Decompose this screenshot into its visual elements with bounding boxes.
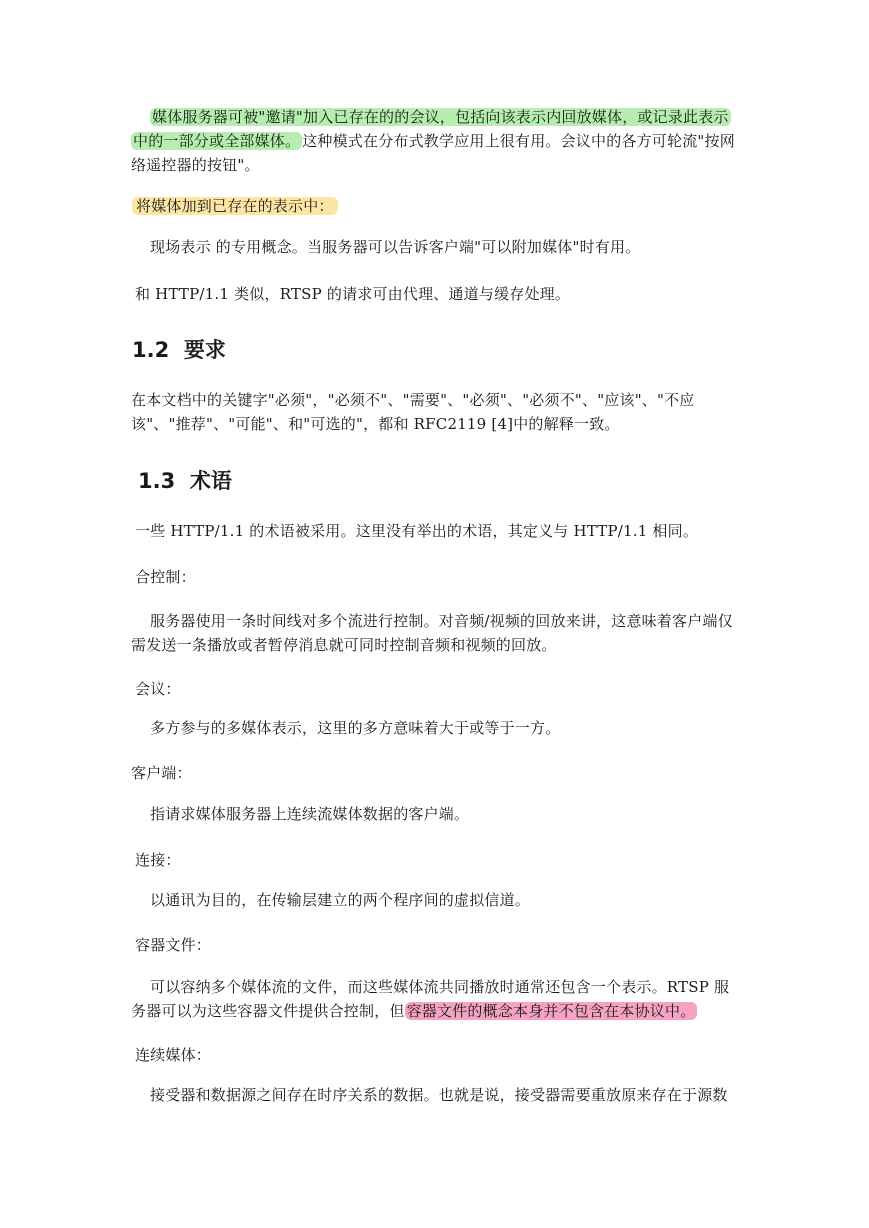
term-label: 客户端： (131, 764, 192, 782)
section-title: 术语 (189, 469, 232, 493)
paragraph-media-invite-rest: 这种模式在分布式教学应用上很有用。会议中的各方可轮流"按网络遥控器的按钮"。 (131, 132, 735, 174)
paragraph-http-similarity: 和 HTTP/1.1 类似，RTSP 的请求可由代理、通道与缓存处理。 (135, 285, 571, 303)
paragraph-terms-intro: 一些 HTTP/1.1 的术语被采用。这里没有举出的术语，其定义与 HTTP/1.1 相同。 (135, 522, 699, 540)
paragraph-live-presentation: 现场表示 的专用概念。当服务器可以告诉客户端"可以附加媒体"时有用。 (150, 238, 641, 256)
section-number: 1.3 (138, 469, 176, 493)
term-label: 会议： (135, 680, 181, 698)
term-definition: 多方参与的多媒体表示，这里的多方意味着大于或等于一方。 (150, 719, 561, 737)
highlight-yellow: 将媒体加到已存在的表示中： (132, 197, 338, 215)
term-label: 容器文件： (135, 936, 212, 954)
section-heading-requirements (132, 334, 226, 364)
term-definition: 以通讯为目的，在传输层建立的两个程序间的虚拟信道。 (150, 891, 531, 909)
term-definition (131, 975, 741, 1023)
highlight-green: 媒体服务器可被"邀请"加入已存在的的会议，包括向该表示内回放媒体，或记录此表示 (152, 108, 729, 126)
highlight-green-continued: 中的一部分或全部媒体。 (133, 132, 301, 150)
term-definition: 服务器使用一条时间线对多个流进行控制。对音频/视频的回放来讲，这意味着客户端仅需发送一条播放或者暂停消息就可同时控制音频和视频的回放。 (131, 612, 733, 654)
label-add-media (132, 194, 742, 218)
paragraph-media-invite (131, 105, 741, 177)
section-number: 1.2 (132, 338, 170, 362)
term-definition: 接受器和数据源之间存在时序关系的数据。也就是说，接受器需要重放原来存在于源数 (150, 1086, 728, 1104)
term-definition: 指请求媒体服务器上连续流媒体数据的客户端。 (150, 805, 470, 823)
term-label: 合控制： (135, 568, 196, 586)
term-definition-text: 可以容纳多个媒体流的文件，而这些媒体流共同播放时通常还包含一个表示。RTSP 服务器可以为这些容器文件提供合控制，但 (131, 978, 730, 1020)
term-label: 连接： (135, 851, 181, 869)
section-title: 要求 (183, 338, 226, 362)
highlight-pink: 容器文件的概念本身并不包含在本协议中。 (406, 1002, 696, 1020)
section-heading-terminology (138, 465, 232, 495)
term-label: 连续媒体： (135, 1046, 212, 1064)
paragraph-keywords: 在本文档中的关键字"必须"，"必须不"、"需要"、"必须"、"必须不"、"应该"、"不应该"、"推荐"、"可能"、和"可选的"，都和 RFC2119 [4]中的解释一致。 (131, 391, 695, 433)
